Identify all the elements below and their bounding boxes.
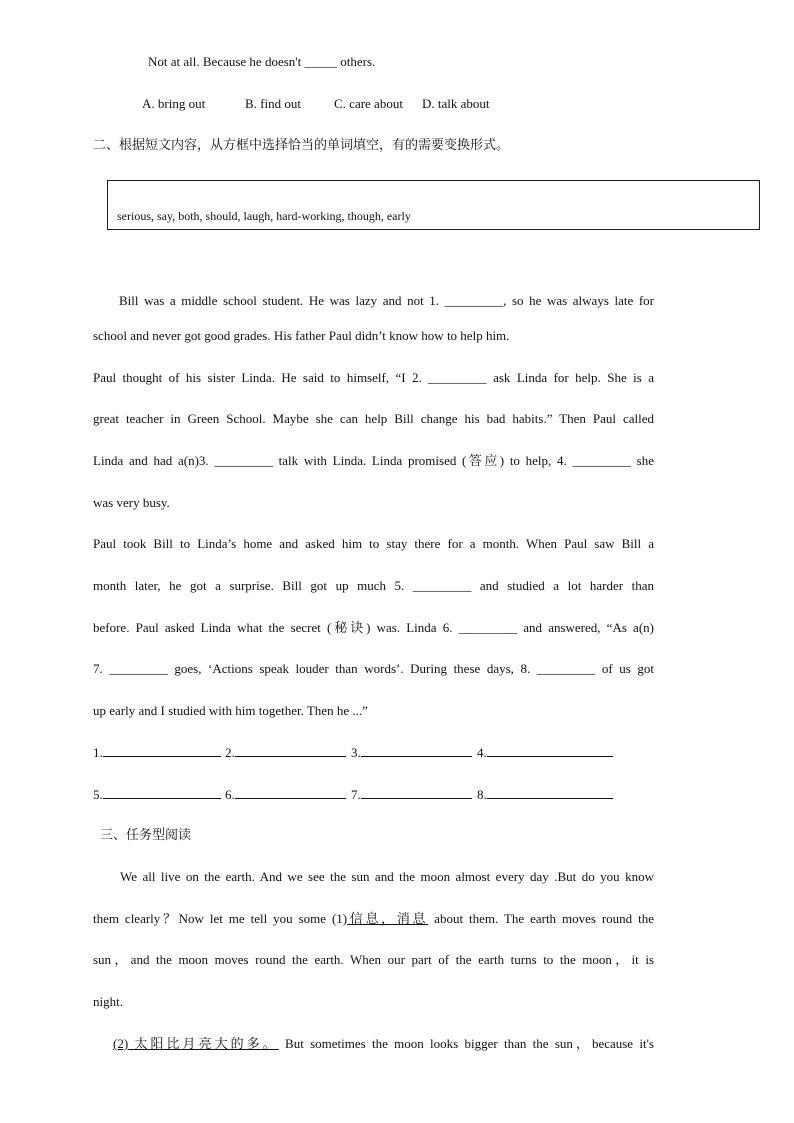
option-b: B. find out xyxy=(245,96,301,111)
word-list: serious, say, both, should, laugh, hard-working, though, early xyxy=(117,209,411,223)
reading-line-4: night. xyxy=(93,994,123,1009)
passage-line-11: up early and I studied with him together. Then he ...” xyxy=(93,703,368,718)
reading-line-5: (2) 太阳比月亮大的多。 But sometimes the moon looks bigger than the sun，because it's xyxy=(113,1036,654,1051)
option-c: C. care about xyxy=(334,96,403,111)
answer-blank-4[interactable]: 4. xyxy=(477,744,613,762)
answer-blank-3[interactable]: 3. xyxy=(351,744,472,762)
underlined-phrase-1: 信息，消息 xyxy=(347,911,429,926)
answer-blank-2[interactable]: 2. xyxy=(225,744,346,762)
passage-line-7: Paul took Bill to Linda’s home and asked him to stay there for a month. When Paul saw Bill a xyxy=(93,536,654,551)
answer-blank-8[interactable]: 8. xyxy=(477,786,613,804)
underlined-phrase-2: 太阳比月亮大的多。 xyxy=(128,1036,279,1051)
passage-line-6: was very busy. xyxy=(93,495,170,510)
section3-heading: 三、任务型阅读 xyxy=(100,828,192,843)
answer-blank-1[interactable]: 1. xyxy=(93,744,221,762)
passage-line-3: Paul thought of his sister Linda. He said to himself, “I 2. _________ ask Linda for help. She is a xyxy=(93,370,654,385)
passage-line-5: Linda and had a(n)3. _________ talk with Linda. Linda promised (答应) to help, 4. _________ she xyxy=(93,453,654,468)
option-d: D. talk about xyxy=(422,96,490,111)
answer-line: Not at all. Because he doesn't _____ others. xyxy=(148,54,376,69)
answer-blank-5[interactable]: 5. xyxy=(93,786,221,804)
option-a: A. bring out xyxy=(142,96,206,111)
passage-line-4: great teacher in Green School. Maybe she can help Bill change his bad habits.” Then Paul called xyxy=(93,411,654,426)
reading-line-3: sun，and the moon moves round the earth. When our part of the earth turns to the moon，it is xyxy=(93,952,654,967)
passage-line-9: before. Paul asked Linda what the secret (秘诀) was. Linda 6. _________ and answered, “As a(n) xyxy=(93,620,654,635)
word-box xyxy=(107,180,760,230)
passage-line-10: 7. _________ goes, ‘Actions speak louder than words’. During these days, 8. _________ of us got xyxy=(93,661,654,676)
passage-line-8: month later, he got a surprise. Bill got up much 5. _________ and studied a lot harder than xyxy=(93,578,654,593)
answer-blank-7[interactable]: 7. xyxy=(351,786,472,804)
answer-blank-6[interactable]: 6. xyxy=(225,786,346,804)
section2-heading: 二、根据短文内容，从方框中选择恰当的单词填空，有的需要变换形式。 xyxy=(93,138,510,153)
reading-line-2: them clearly？Now let me tell you some (1)信息，消息 about them. The earth moves round the xyxy=(93,911,655,926)
passage-line-2: school and never got good grades. His father Paul didn’t know how to help him. xyxy=(93,328,510,343)
reading-line-1: We all live on the earth. And we see the sun and the moon almost every day .But do you know xyxy=(120,869,654,884)
passage-line-1: Bill was a middle school student. He was lazy and not 1. _________, so he was always late for xyxy=(119,293,654,308)
